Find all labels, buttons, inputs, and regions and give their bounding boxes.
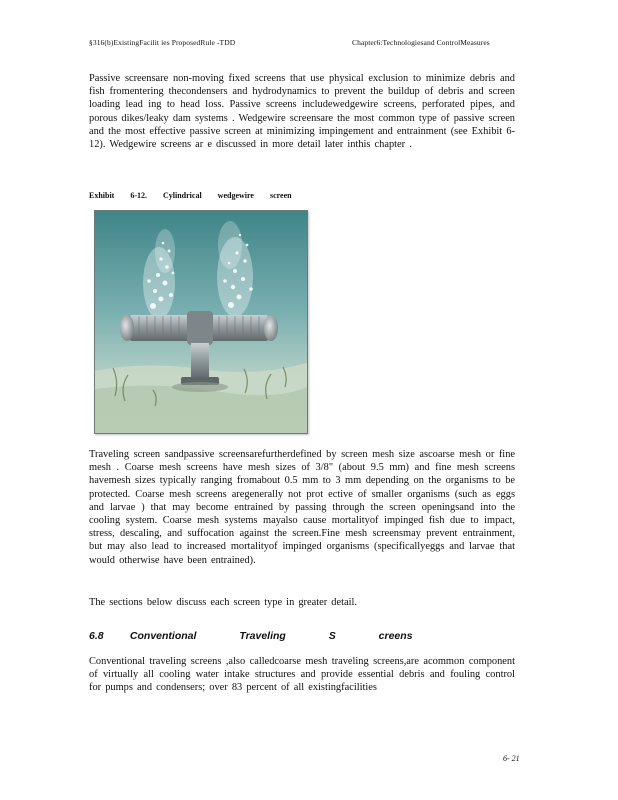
section-title: Conventional Traveling S creens	[129, 630, 413, 642]
paragraph-conventional-screens: Conventional traveling screens ,also calledcoarse mesh traveling screens,are acommon component of virtually all cooling water intake structures and provide essential debris and fouling control for pumps and condensers; over 83 percent of all existingfacilities	[89, 656, 515, 694]
wedgewire-screen-illustration	[94, 210, 308, 434]
paragraph-sections-intro: The sections below discuss each screen type in greater detail.	[89, 597, 357, 608]
paragraph-mesh-size: Traveling screen sandpassive screensarefurtherdefined by screen mesh size ascoarse mesh or fine mesh . Coarse mesh screens have mesh sizes of 3/8" (about 9.5 mm) and fine mesh screens havemesh sizes typically ranging fromabout 0.5 mm to 3 mm depending on the organisms to be protected. Coarse mesh screens aregenerally not prot ective of smaller organisms (such as eggs and larvae ) that may become entrained by passing through the screen openingsand into the cooling system. Coarse mesh systems mayalso cause mortalityof impinged fish due to impact, stress, descaling, and suffocation against the screen.Fine mesh screensmay prevent entrainment, but may also lead to increased mortalityof impinged organisms (specificallyeggs and larvae that would otherwise have been entrained).	[89, 449, 515, 566]
section-heading	[89, 630, 413, 642]
exhibit-caption: Exhibit 6-12. Cylindrical wedgewire screen	[89, 191, 292, 200]
page-number: 6- 21	[503, 754, 520, 763]
running-header-right: Chapter6:Technologiesand ControlMeasures	[352, 38, 490, 47]
paragraph-passive-screens: Passive screensare non-moving fixed screens that use physical exclusion to minimize debris and fish fromentering thecondensers and hydrodynamics to prevent the buildup of debris and screen loading lead ing to head loss. Passive screens includewedgewire screens, perforated pipes, and porous dikes/leaky dam systems . Wedgewire screensare the most common type of passive screen and the most effective passive screen at minimizing impingement and entrainment (see Exhibit 6-12). Wedgewire screens ar e discussed in more detail later inthis chapter .	[89, 73, 515, 151]
section-number: 6.8	[89, 630, 104, 642]
running-header-left: §316(b)ExistingFacilit ies ProposedRule -TDD	[89, 38, 236, 47]
